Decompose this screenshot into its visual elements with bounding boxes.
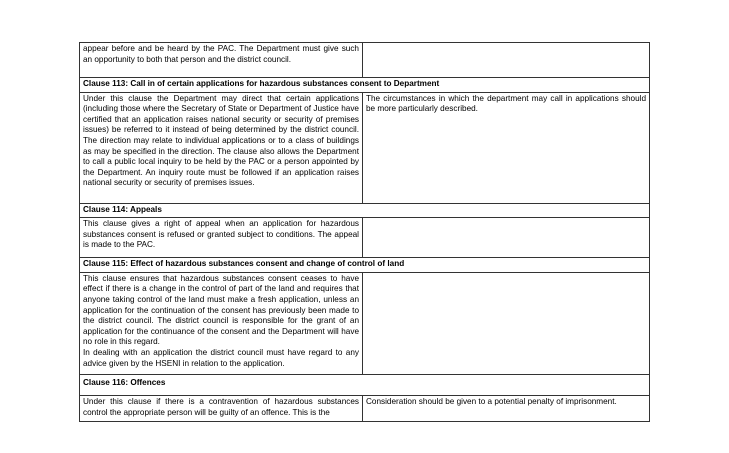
clause-114-heading: Clause 114: Appeals: [80, 203, 650, 218]
clause-text: Under this clause if there is a contravention of hazardous substances control the appropriate person will be guilty of an offence. This is the: [83, 397, 359, 417]
clause-heading-row: [80, 258, 650, 273]
clause-heading-row: [80, 78, 650, 93]
clause-text-cell: [80, 92, 363, 203]
table-row: [80, 92, 650, 203]
clause-heading-row: [80, 203, 650, 218]
clause-115-heading: Clause 115: Effect of hazardous substances consent and change of control of land: [80, 258, 650, 273]
comment-text: Consideration should be given to a potential penalty of imprisonment.: [366, 397, 617, 407]
clause-heading-row: [80, 374, 650, 396]
clause-text: appear before and be heard by the PAC. The Department must give such an opportunity to both that person and the district council.: [83, 44, 359, 64]
table-row: [80, 396, 650, 421]
comment-cell: [363, 218, 650, 258]
clause-text: This clause ensures that hazardous substances consent ceases to have effect if there is a change in the control of part of the land and requires that anyone taking control of the land must make a fresh application, unless an application for the continuation of the consent has previously been made to the district council. The district council is responsible for the grant of an application for the continuance of the consent and the Department will have no role in this regard.: [83, 273, 359, 347]
comment-cell: [363, 43, 650, 78]
table-row: [80, 43, 650, 78]
clause-text-cell: [80, 396, 363, 421]
clause-116-heading: Clause 116: Offences: [80, 374, 650, 396]
clause-text-cell: [80, 272, 363, 374]
table-row: [80, 272, 650, 374]
clause-commentary-table: [79, 42, 650, 422]
clause-text-cell: [80, 218, 363, 258]
comment-cell: [363, 272, 650, 374]
comment-cell: [363, 396, 650, 421]
clause-text: This clause gives a right of appeal when an application for hazardous substances consent is refused or granted subject to conditions. The appeal is made to the PAC.: [83, 219, 359, 250]
clause-113-heading: Clause 113: Call in of certain applications for hazardous substances consent to Department: [80, 78, 650, 93]
comment-text: The circumstances in which the department may call in applications should be more particularly described.: [366, 93, 646, 114]
clause-text: Under this clause the Department may direct that certain applications (including those where the Secretary of State or Department of Justice have certified that an application raises national security or security of premises issues) be referred to it instead of being determined by the district council. The direction may relate to individual applications or to a class of buildings as may be specified in the direction. The clause also allows the Department to call a public local inquiry to be held by the PAC or a person appointed by the Department. An inquiry route must be followed if an application raises national security or security of premises issues.: [83, 93, 359, 188]
table-row: [80, 218, 650, 258]
comment-cell: [363, 92, 650, 203]
clause-text: In dealing with an application the district council must have regard to any advice given by the HSENI in relation to the application.: [83, 347, 359, 368]
clause-text-cell: [80, 43, 363, 78]
